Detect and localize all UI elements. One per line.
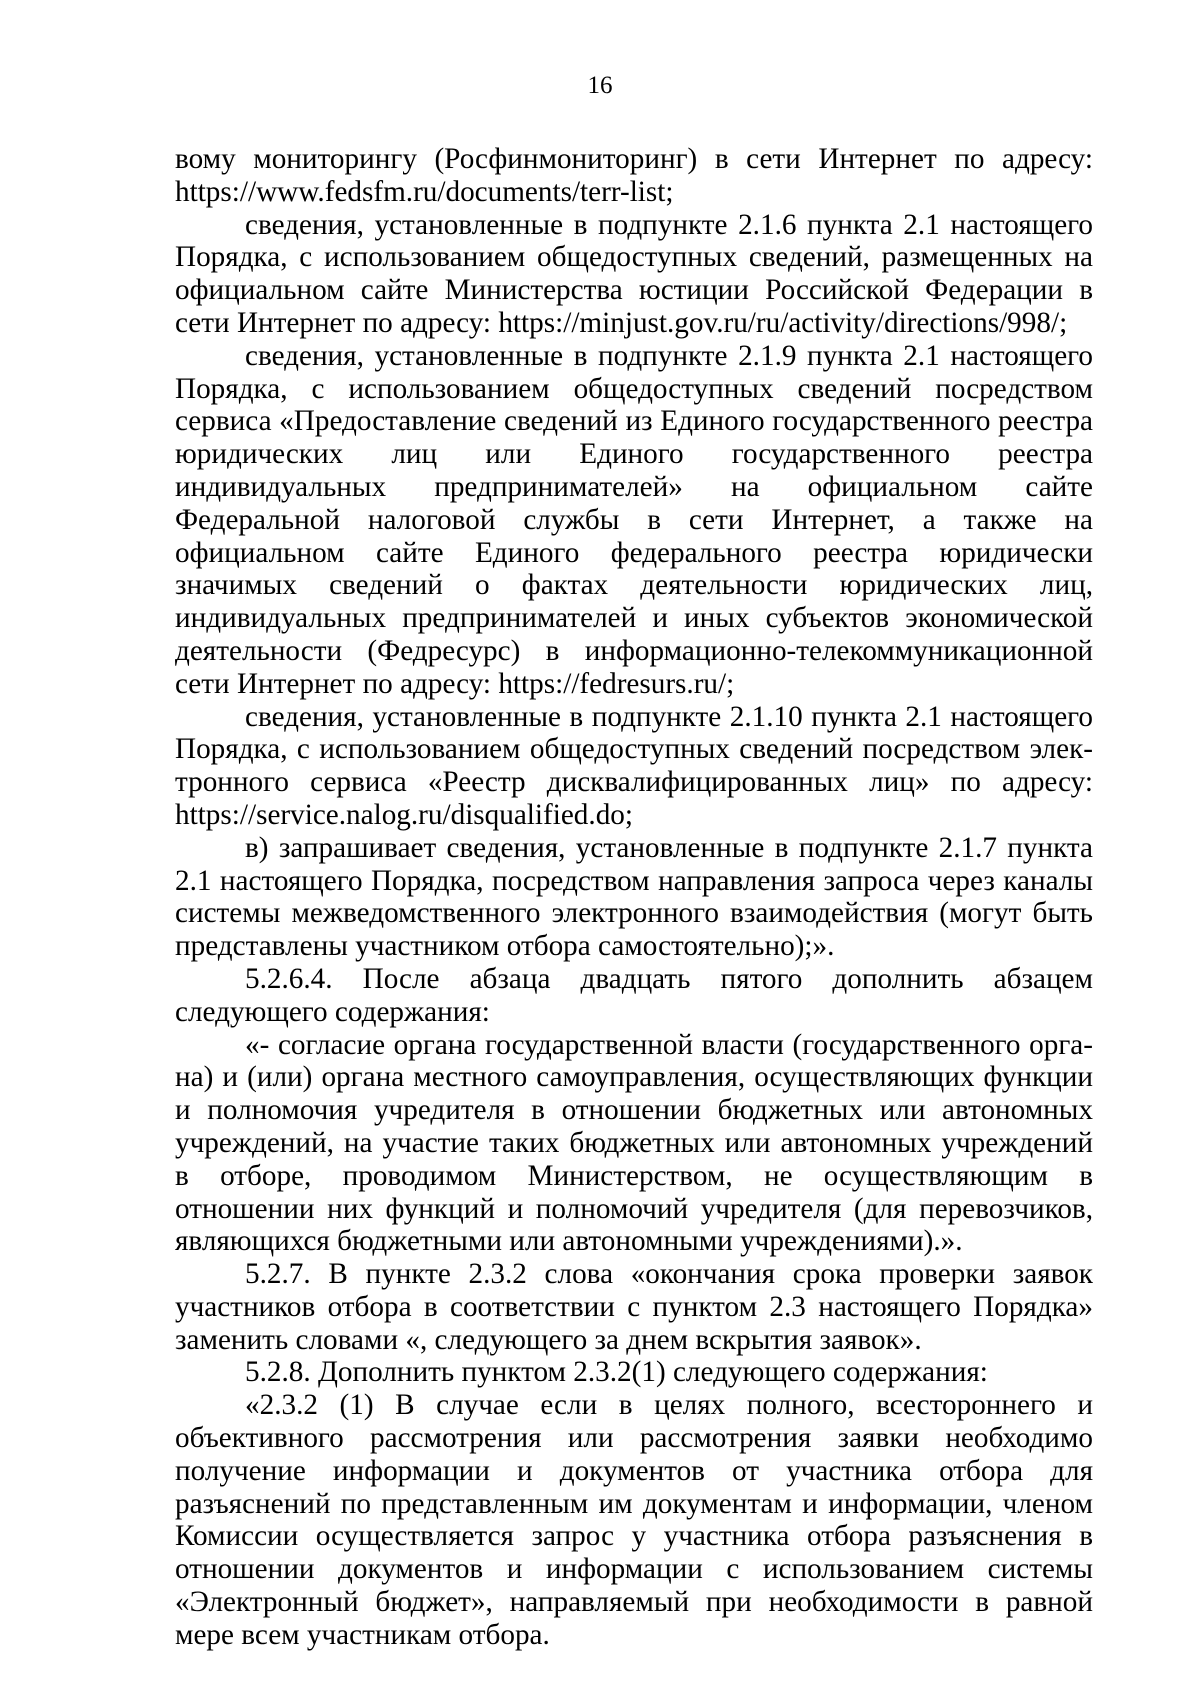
paragraph: 5.2.7. В пункте 2.3.2 слова «окончания срока проверки заявок участников отбора в соответствии с пунктом 2.3 настоящего Порядка» заменить словами «, следующего за днем вскрытия заявок».	[175, 1258, 1093, 1356]
document-body	[175, 143, 1093, 1652]
paragraph: 5.2.6.4. После абзаца двадцать пятого дополнить абзацем следующего содержания:	[175, 962, 1093, 1028]
paragraph: в) запрашивает сведения, установленные в подпункте 2.1.7 пункта 2.1 настоящего Порядка, посредством направления запроса через каналы системы межведомственного электронного взаимодействия (могут быть представлены участником отбора самостоятельно);».	[175, 831, 1093, 963]
paragraph: сведения, установленные в подпункте 2.1.10 пункта 2.1 настоящего Порядка, с использованием общедоступных сведений посредством электронного сервиса «Реестр дисквалифицированных лиц» по адресу: https://service.nalog.ru/disqualified.do;	[175, 700, 1093, 831]
paragraph: «- согласие органа государственной власти (государственного органа) и (или) органа местного самоуправления, осуществляющих функции и полномочия учредителя в отношении бюджетных или автономных учреждений, на участие таких бюджетных или автономных учреждений в отборе, проводимом Министерством, не осуществляющим в отношении них функций и полномочий учредителя (для перевозчиков, являющихся бюджетными или автономными учреждениями).».	[175, 1028, 1093, 1258]
paragraph: сведения, установленные в подпункте 2.1.6 пункта 2.1 настоящего Порядка, с использованием общедоступных сведений, размещенных на официальном сайте Министерства юстиции Российской Федерации в сети Интернет по адресу: https://minjust.gov.ru/ru/activity/directions/998/;	[175, 208, 1093, 339]
paragraph: «2.3.2 (1) В случае если в целях полного, всестороннего и объективного рассмотрения или рассмотрения заявки необходимо получение информации и документов от участника отбора для разъяснений по представленным им документам и информации, членом Комиссии осуществляется запрос у участника отбора разъяснения в отношении документов и информации с использованием системы «Электронный бюджет», направляемый при необходимости в равной мере всем участникам отбора.	[175, 1389, 1093, 1651]
paragraph: вому мониторингу (Росфинмониторинг) в сети Интернет по адресу: https://www.fedsfm.ru/documents/terr-list;	[175, 143, 1093, 208]
page-number: 16	[587, 72, 613, 99]
paragraph: сведения, установленные в подпункте 2.1.9 пункта 2.1 настоящего Порядка, с использованием общедоступных сведений посредством сервиса «Предоставление сведений из Единого государственного реестра юридических лиц или Единого государственного реестра индивидуальных предпринимателей» на официальном сайте Федеральной налоговой службы в сети Интернет, а также на официальном сайте Единого федерального реестра юридически значимых сведений о фактах деятельности юридических лиц, индивидуальных предпринимателей и иных субъектов экономической деятельности (Федресурс) в информационно-телекоммуникационной сети Интернет по адресу: https://fedresurs.ru/;	[175, 339, 1093, 700]
paragraph: 5.2.8. Дополнить пунктом 2.3.2(1) следующего содержания:	[245, 1356, 988, 1389]
